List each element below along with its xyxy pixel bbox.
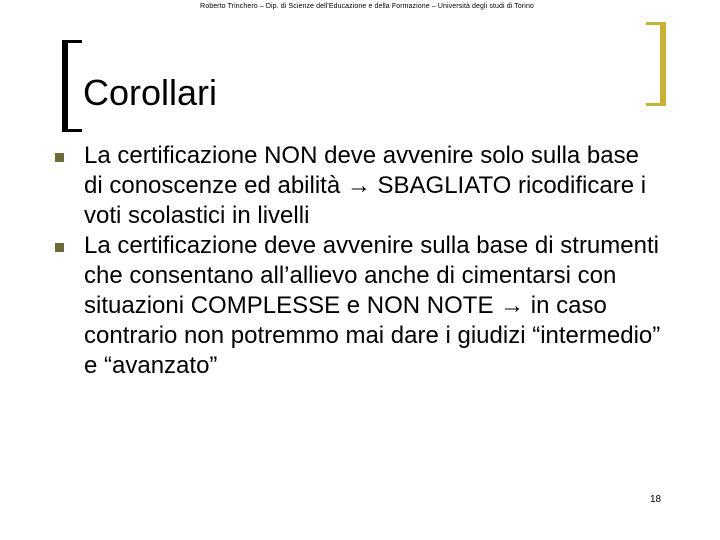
slide-title: Corollari: [83, 72, 218, 113]
square-bullet-icon: [55, 153, 64, 162]
bullet-item: [50, 231, 690, 381]
page-number: 18: [650, 494, 662, 505]
square-bullet-icon: [55, 243, 64, 252]
bullet-text: La certificazione NON deve avvenire solo sulla base di conoscenze ed abilità → SBAGLIATO ricodificare i voti scolastici in livelli: [84, 142, 647, 229]
bullet-list: [50, 141, 690, 381]
right-bracket-decoration: [646, 22, 666, 106]
slide-header: Roberto Trinchero – Dip. di Scienze dell'Educazione e della Formazione – Università degli studi di Torino: [200, 3, 534, 10]
left-bracket-decoration: [62, 40, 82, 132]
bullet-item: [50, 141, 690, 231]
bullet-text: La certificazione deve avvenire sulla base di strumenti che consentano all’allievo anche di cimentarsi con situazioni COMPLESSE e NON NOTE → in caso contrario non potremmo mai dare i giudizi “intermedio” e “avanzato”: [84, 232, 661, 379]
